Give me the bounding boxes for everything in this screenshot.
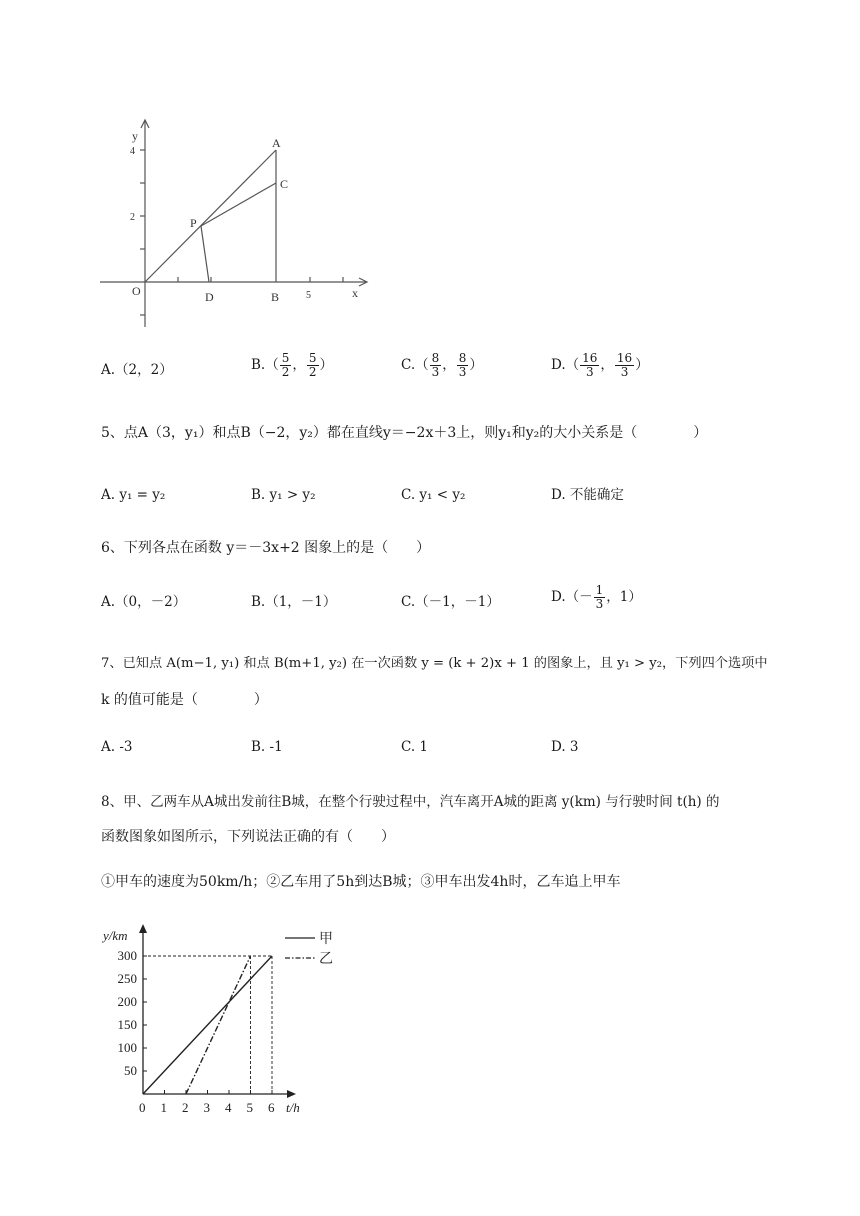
fraction: $\frac{8}{3}$ — [458, 351, 467, 379]
q5-stem: 5、点A（3，y₁）和点B（−2，y₂）都在直线y＝−2x＋3上，则y₁和y₂的大小关系是（ ） — [101, 425, 708, 441]
y-axis-title: y/km — [103, 928, 128, 943]
point-B-label: B — [271, 290, 280, 304]
fraction: $\frac{1}{3}$ — [595, 583, 604, 611]
fraction: $\frac{16}{3}$ — [582, 351, 598, 379]
fraction: $\frac{8}{3}$ — [431, 351, 440, 379]
y-tick-label: 300 — [117, 948, 137, 963]
fraction: $\frac{5}{2}$ — [308, 351, 317, 379]
q8-stem-line1: 8、甲、乙两车从A城出发前往B城，在整个行驶过程中，汽车离开A城的距离 y(km) 与行驶时间 t(h) 的 — [101, 794, 720, 810]
q4-option-d: D.（ $\frac{16}{3}$ ， $\frac{16}{3}$ ） — [551, 351, 649, 379]
x-axis-label: x — [352, 286, 358, 300]
x-tick-label: 4 — [225, 1100, 232, 1115]
point-C-label: C — [280, 177, 289, 191]
series-line-1 — [143, 956, 272, 1094]
x-tick-label: 5 — [246, 1100, 253, 1115]
y-tick-label: 200 — [117, 994, 137, 1009]
y-tick-label: 250 — [117, 971, 137, 986]
q4-option-b: B.（ $\frac{5}{2}$ ， $\frac{5}{2}$ ） — [251, 351, 333, 379]
point-P-label: P — [190, 216, 197, 230]
q7-stem-line2: k 的值可能是（ ） — [101, 692, 268, 708]
tick-label-2: 2 — [130, 212, 135, 223]
q8-stem-line2: 函数图象如图所示，下列说法正确的有（ ） — [101, 829, 395, 845]
q6-stem: 6、下列各点在函数 y＝－3x+2 图象上的是（ ） — [101, 540, 431, 556]
q7-option-a: A. -3 — [101, 739, 133, 755]
fraction: $\frac{5}{2}$ — [281, 351, 290, 379]
x-tick-label: 3 — [203, 1100, 210, 1115]
q5-option-a: A. y₁ = y₂ — [101, 487, 166, 503]
q7-option-d: D. 3 — [551, 739, 579, 755]
q4-option-c: C.（ $\frac{8}{3}$ ， $\frac{8}{3}$ ） — [401, 351, 483, 379]
y-tick-label: 50 — [124, 1063, 137, 1078]
x-tick-label: 0 — [139, 1100, 146, 1115]
q7-stem-line1: 7、已知点 A(m−1, y₁) 和点 B(m+1, y₂) 在一次函数 y = (k + 2)x + 1 的图象上，且 y₁ > y₂，下列四个选项中 — [101, 656, 768, 671]
fraction: $\frac{16}{3}$ — [616, 351, 633, 379]
segment-OA — [145, 150, 276, 282]
distance-time-chart — [95, 920, 355, 1115]
q7-option-c: C. 1 — [401, 739, 429, 755]
figure-coordinate-geometry — [95, 115, 380, 335]
tick-label-4: 4 — [130, 146, 135, 157]
x-tick-label: 1 — [160, 1100, 167, 1115]
q6-option-d: D.（－ $\frac{1}{3}$ ，1） — [551, 583, 642, 611]
x-tick-label: 2 — [182, 1100, 189, 1115]
segment-PC — [201, 183, 276, 226]
q6-option-a: A.（0，－2） — [101, 594, 187, 610]
q7-option-b: B. -1 — [251, 739, 283, 755]
q5-option-c: C. y₁ < y₂ — [401, 487, 466, 503]
q4-option-a: A.（2，2） — [101, 362, 173, 378]
point-A-label: A — [272, 136, 281, 150]
segment-PD — [201, 226, 209, 282]
y-axis-label: y — [132, 129, 138, 143]
point-D-label: D — [205, 290, 214, 304]
x-axis-title: t/h — [286, 1100, 300, 1115]
tick-label-5: 5 — [306, 290, 311, 301]
series-line-2 — [186, 956, 251, 1094]
legend-label-2: 乙 — [319, 952, 333, 967]
legend-label-1: 甲 — [319, 932, 333, 947]
q5-option-d: D. 不能确定 — [551, 487, 624, 503]
origin-label: O — [132, 284, 141, 298]
y-tick-label: 100 — [117, 1040, 137, 1055]
q8-statements: ①甲车的速度为50km/h；②乙车用了5h到达B城；③甲车出发4h时，乙车追上甲车 — [101, 874, 621, 890]
q5-option-b: B. y₁ > y₂ — [251, 487, 316, 503]
x-tick-label: 6 — [268, 1100, 275, 1115]
q6-option-c: C.（－1，－1） — [401, 594, 500, 610]
q6-option-b: B.（1，－1） — [251, 594, 337, 610]
y-tick-label: 150 — [117, 1017, 137, 1032]
x-axis-arrow — [287, 1090, 296, 1098]
y-axis-arrow — [139, 924, 147, 933]
